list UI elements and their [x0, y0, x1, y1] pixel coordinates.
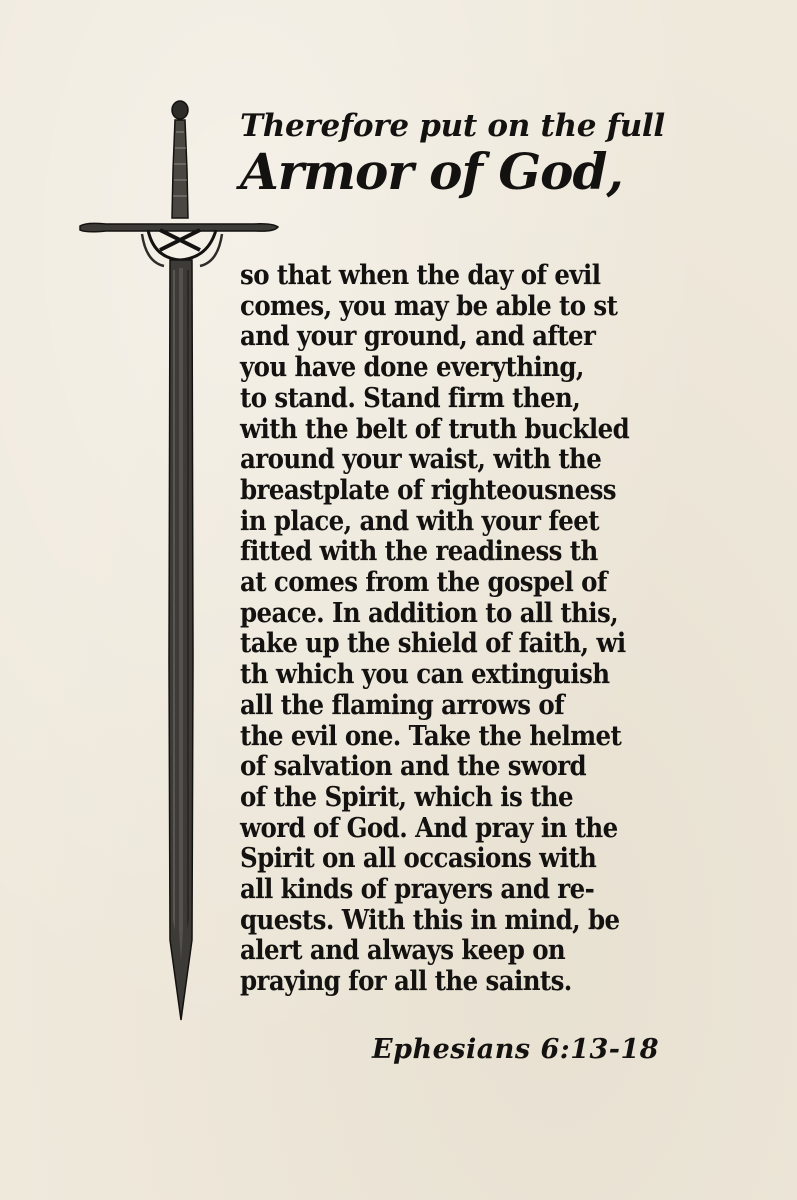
scripture-line: of the Spirit, which is the	[240, 780, 573, 813]
scripture-line: praying for all the saints.	[240, 964, 572, 997]
sword-crossguard	[80, 223, 278, 231]
scripture-line: around your waist, with the	[240, 442, 602, 475]
scripture-line: all the flaming arrows of	[240, 688, 565, 721]
scripture-body	[240, 260, 670, 997]
scripture-line: in place, and with your feet	[240, 503, 599, 537]
scripture-line: comes, you may be able to st	[240, 288, 618, 322]
sword-grip	[172, 120, 188, 218]
scripture-line: th which you can extinguish	[240, 657, 610, 690]
heading	[240, 108, 670, 202]
scripture-line: Spirit on all occasions with	[240, 841, 597, 874]
scripture-line: peace. In addition to all this,	[240, 595, 619, 629]
scripture-line: at comes from the gospel of	[240, 565, 607, 598]
scripture-line: fitted with the readiness th	[240, 534, 598, 567]
scripture-line: with the belt of truth buckled	[240, 411, 630, 445]
scripture-line: alert and always keep on	[240, 933, 566, 967]
scripture-line: you have done everything,	[240, 350, 584, 383]
heading-title: Armor of God,	[240, 142, 623, 201]
scripture-line: and your ground, and after	[240, 319, 596, 353]
scripture-line: all kinds of prayers and re-	[240, 872, 595, 905]
scripture-line: to stand. Stand firm then,	[240, 380, 581, 414]
sword-pommel	[172, 101, 188, 119]
scripture-line: breastplate of righteousness	[240, 473, 616, 506]
heading-line-1: Therefore put on the full	[240, 108, 665, 144]
scripture-line: so that when the day of evil	[240, 258, 601, 291]
scripture-citation: Ephesians 6:13-18	[372, 1034, 660, 1065]
scripture-line: of salvation and the sword	[240, 749, 587, 782]
scripture-line: quests. With this in mind, be	[240, 902, 620, 936]
scripture-line: take up the shield of faith, wi	[240, 626, 626, 660]
scripture-line: word of God. And pray in the	[240, 810, 618, 844]
scripture-line: the evil one. Take the helmet	[240, 718, 622, 752]
